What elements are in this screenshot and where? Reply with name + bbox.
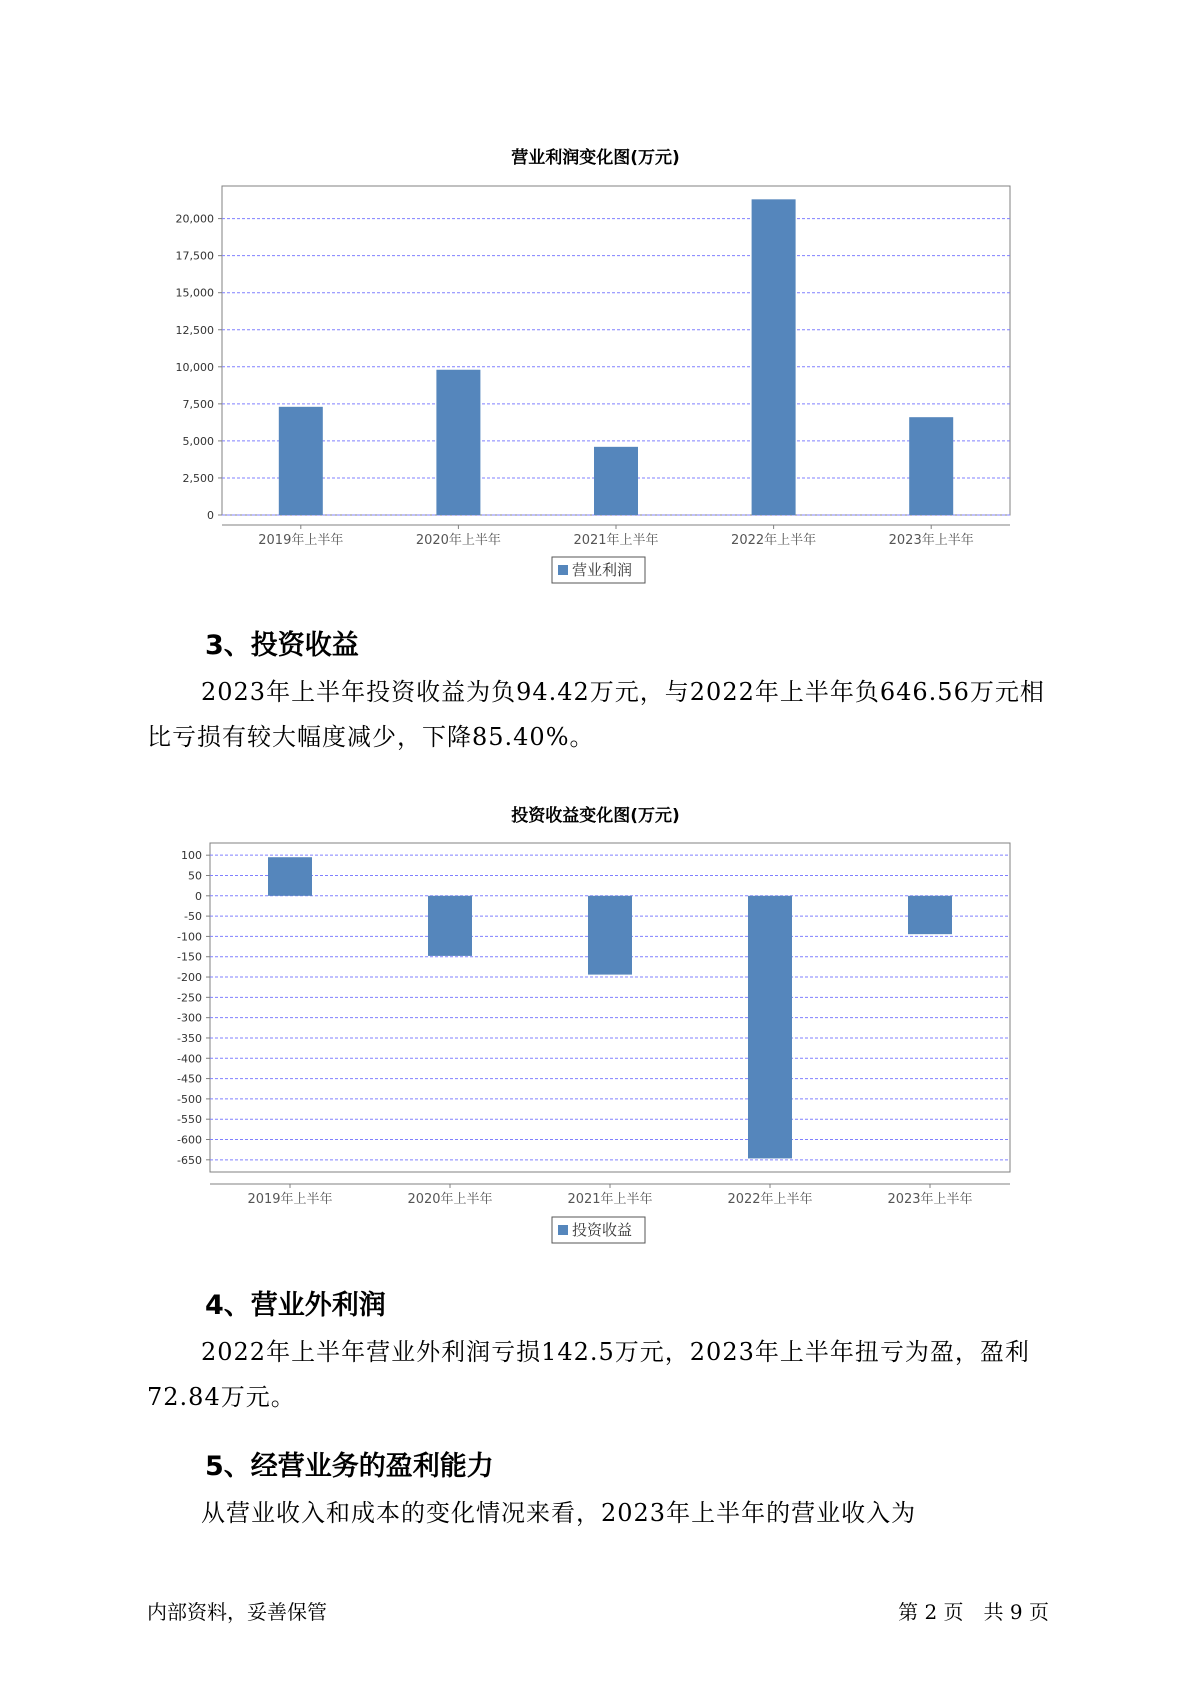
footer-confidential-note: 内部资料，妥善保管 [147, 1600, 327, 1624]
x-tick-label: 2021年上半年 [573, 533, 659, 548]
section-5-paragraph [147, 1491, 1065, 1536]
y-tick-label: 12,500 [175, 323, 214, 337]
y-tick-label: -500 [177, 1092, 202, 1106]
y-tick-label: 0 [195, 889, 202, 903]
y-tick-label: -200 [177, 971, 202, 985]
y-tick-label: -600 [177, 1133, 202, 1147]
y-tick-label: -400 [177, 1052, 202, 1066]
y-tick-label: -300 [177, 1011, 202, 1025]
legend-swatch [558, 1225, 568, 1235]
bar [908, 896, 952, 934]
y-tick-label: 0 [207, 509, 214, 522]
y-tick-label: 7,500 [182, 397, 214, 411]
x-tick-label: 2020年上半年 [407, 1192, 493, 1207]
bar [588, 896, 632, 975]
y-tick-label: -350 [177, 1031, 202, 1045]
section-5-heading: 5、经营业务的盈利能力 [205, 1451, 494, 1482]
plot-area [210, 843, 1010, 1172]
x-tick-label: 2022年上半年 [727, 1192, 813, 1207]
bar [428, 896, 472, 956]
y-tick-label: 10,000 [175, 360, 214, 374]
y-tick-label: 2,500 [182, 471, 214, 485]
y-tick-label: 100 [181, 849, 202, 863]
chart-title-operating-profit: 营业利润变化图(万元) [511, 148, 680, 168]
bar [268, 857, 312, 896]
y-tick-label: 20,000 [175, 212, 214, 226]
y-tick-label: -100 [177, 930, 202, 944]
y-tick-label: 17,500 [175, 249, 214, 263]
y-tick-label: -250 [177, 991, 202, 1005]
y-tick-label: -550 [177, 1113, 202, 1127]
section-3-heading: 3、投资收益 [205, 630, 359, 661]
x-tick-label: 2022年上半年 [731, 533, 817, 548]
footer-page-number: 第 2 页 共 9 页 [898, 1600, 1049, 1624]
y-tick-label: -650 [177, 1153, 202, 1167]
x-tick-label: 2021年上半年 [567, 1192, 653, 1207]
x-tick-label: 2023年上半年 [887, 1192, 973, 1207]
y-tick-label: -450 [177, 1072, 202, 1086]
y-tick-label: 50 [188, 869, 202, 883]
y-tick-label: -150 [177, 950, 202, 964]
y-tick-label: 15,000 [175, 286, 214, 300]
section-4-text: 2022年上半年营业外利润亏损142.5万元，2023年上半年扭亏为盈，盈利72.84万元。 [147, 1338, 1030, 1411]
x-tick-label: 2020年上半年 [415, 533, 501, 548]
section-5-text: 从营业收入和成本的变化情况来看，2023年上半年的营业收入为 [201, 1499, 917, 1527]
x-tick-label: 2019年上半年 [247, 1192, 333, 1207]
section-4-heading: 4、营业外利润 [205, 1290, 386, 1321]
legend-label: 投资收益 [572, 1221, 633, 1239]
y-tick-label: -50 [184, 910, 202, 924]
chart-title-investment-income: 投资收益变化图(万元) [511, 806, 680, 826]
y-tick-label: 5,000 [182, 434, 214, 448]
x-tick-label: 2023年上半年 [888, 533, 974, 548]
x-tick-label: 2019年上半年 [258, 533, 344, 548]
section-3-text: 2023年上半年投资收益为负94.42万元，与2022年上半年负646.56万元相比亏损有较大幅度减少，下降85.40%。 [147, 678, 1045, 751]
bar [748, 896, 792, 1159]
legend-label: 营业利润 [572, 561, 633, 579]
section-4-paragraph [147, 1330, 1065, 1420]
